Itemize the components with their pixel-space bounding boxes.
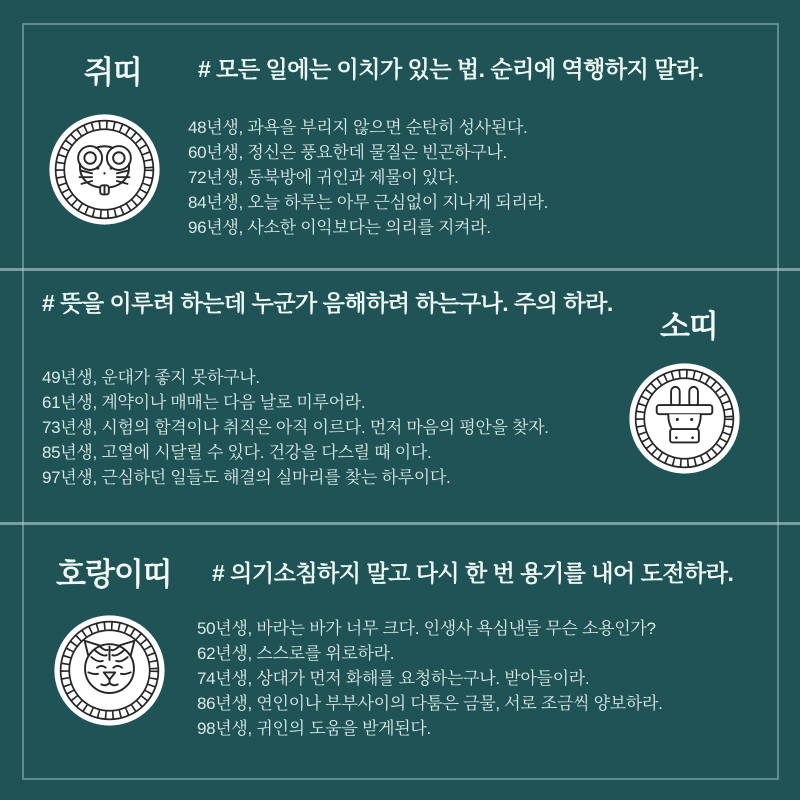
fortune-line: 61년생, 계약이나 매매는 다음 날로 미루어라.	[42, 393, 366, 412]
fortune-line: 96년생, 사소한 이익보다는 의리를 지켜라.	[188, 218, 491, 237]
tiger-icon	[52, 613, 167, 728]
rat-icon	[47, 112, 162, 227]
fortune-line: 73년생, 시험의 합격이나 취직은 아직 이르다. 먼저 마음의 평안을 찾자.	[42, 418, 549, 437]
fortune-line: 60년생, 정신은 풍요한데 물질은 빈곤하구나.	[188, 143, 507, 162]
ox-fortunes	[42, 365, 549, 490]
ox-icon	[627, 361, 742, 476]
tiger-headline: # 의기소침하지 말고 다시 한 번 용기를 내어 도전하라.	[212, 560, 734, 586]
fortune-line: 74년생, 상대가 먼저 화해를 요청하는구나. 받아들이라.	[197, 669, 590, 688]
zodiac-title-tiger: 호랑이띠	[56, 557, 172, 592]
rat-headline: # 모든 일에는 이치가 있는 법. 순리에 역행하지 말라.	[198, 56, 704, 82]
fortune-line: 98년생, 귀인의 도움을 받게된다.	[197, 719, 431, 738]
zodiac-title-rat: 쥐띠	[84, 55, 142, 90]
section-divider	[0, 522, 800, 525]
fortune-line: 86년생, 연인이나 부부사이의 다툼은 금물, 서로 조금씩 양보하라.	[197, 694, 663, 713]
rat-fortunes	[188, 115, 548, 240]
ox-headline: # 뜻을 이루려 하는데 누군가 음해하려 하는구나. 주의 하라.	[42, 290, 613, 316]
tiger-icon-svg	[52, 613, 167, 728]
rat-icon-svg	[47, 112, 162, 227]
fortune-line: 48년생, 과욕을 부리지 않으면 순탄히 성사된다.	[188, 118, 528, 137]
fortune-line: 72년생, 동북방에 귀인과 제물이 있다.	[188, 168, 459, 187]
fortune-line: 97년생, 근심하던 일들도 해결의 실마리를 찾는 하루이다.	[42, 468, 451, 487]
fortune-line: 49년생, 운대가 좋지 못하구나.	[42, 368, 260, 387]
tiger-fortunes	[197, 616, 663, 741]
fortune-line: 84년생, 오늘 하루는 아무 근심없이 지나게 되리라.	[188, 193, 549, 212]
fortune-line: 50년생, 바라는 바가 너무 크다. 인생사 욕심낸들 무슨 소용인가?	[197, 619, 656, 638]
fortune-line: 85년생, 고열에 시달릴 수 있다. 건강을 다스릴 때 이다.	[42, 443, 432, 462]
fortune-line: 62년생, 스스로를 위로하라.	[197, 644, 395, 663]
zodiac-title-ox: 소띠	[660, 309, 718, 344]
ox-icon-svg	[627, 361, 742, 476]
section-divider	[0, 268, 800, 271]
